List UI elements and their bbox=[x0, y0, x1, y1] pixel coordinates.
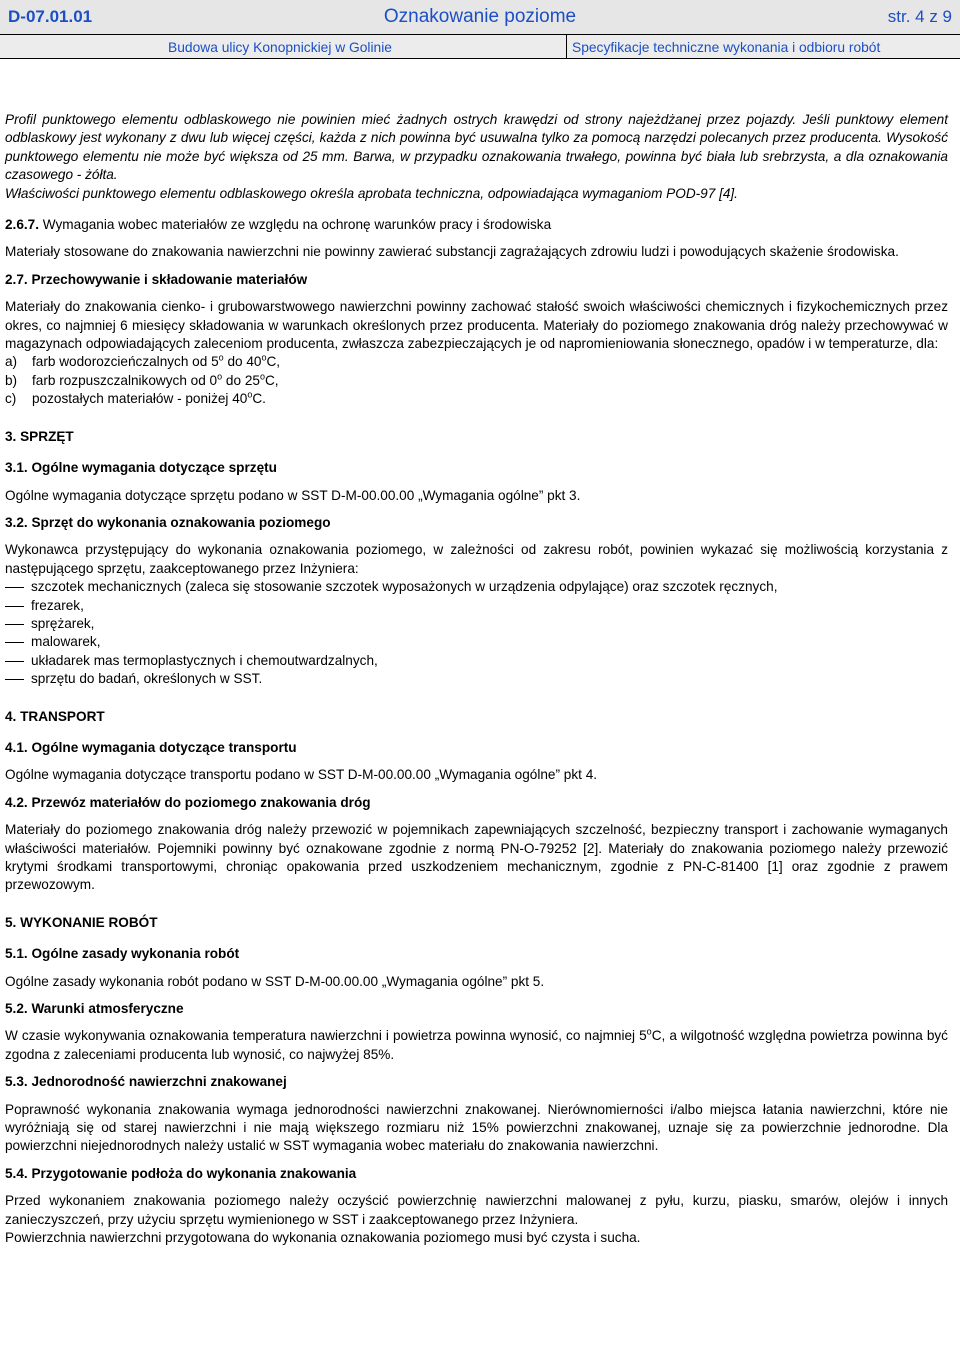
list-item: b) farb rozpuszczalnikowych od 0$^o$ do 25$^o$C, bbox=[5, 371, 279, 388]
list-item: układarek mas termoplastycznych i chemoutwardzalnych, bbox=[5, 652, 948, 670]
document-code: D-07.01.01 bbox=[8, 7, 93, 26]
page-header bbox=[0, 0, 960, 35]
section-5-3-heading: 5.3. Jednorodność nawierzchni znakowanej bbox=[5, 1074, 287, 1090]
list-item: frezarek, bbox=[5, 597, 948, 615]
project-name: Budowa ulicy Konopnickiej w Golinie bbox=[168, 40, 392, 55]
list-item: szczotek mechanicznych (zaleca się stosowanie szczotek wyposażonych w urządzenia odpylające) oraz szczotek ręcznych, bbox=[5, 578, 948, 596]
chapter-5-heading: 5. WYKONANIE ROBÓT bbox=[5, 914, 158, 930]
intro-paragraph: Profil punktowego elementu odblaskowego nie powinien mieć żadnych ostrych krawędzi od strony najeżdżanej przez pojazdy. Jeśli punktowy element odblaskowy jest wykonany z dwu lub więcej części, każda z nich powinna być usuwalna tylko za pomocą narzędzi polecanych przez producenta. Wysokość punktowego elementu nie może być większa od 25 mm. Barwa, w przypadku oznakowania trwałego, powinna być biała lub srebrzysta, a dla oznakowania czasowego - żółta. bbox=[5, 112, 948, 183]
section-number: 2.6.7. bbox=[5, 217, 40, 233]
section-title: Przechowywanie i składowanie materiałów bbox=[31, 271, 308, 287]
section-5-4-text: Przed wykonaniem znakowania poziomego należy oczyścić powierzchnię nawierzchni malowanej z pyłu, kurzu, piasku, smarów, olejów i innych zanieczyszczeń, przy użyciu sprzętu wymienionego w SST i zaakceptowanego przez Inżyniera. bbox=[5, 1193, 948, 1227]
page-number: str. 4 z 9 bbox=[887, 7, 952, 26]
section-3-1-heading: 3.1. Ogólne wymagania dotyczące sprzętu bbox=[5, 460, 277, 476]
equipment-list bbox=[5, 578, 948, 688]
section-5-4-text-2: Powierzchnia nawierzchni przygotowana do wykonania oznakowania poziomego musi być czysta i sucha. bbox=[5, 1230, 641, 1246]
section-5-1-text: Ogólne zasady wykonania robót podano w SST D-M-00.00.00 „Wymagania ogólne” pkt 5. bbox=[5, 973, 545, 989]
section-title: Wymagania wobec materiałów ze względu na ochronę warunków pracy i środowiska bbox=[42, 217, 552, 233]
section-4-2-text: Materiały do poziomego znakowania dróg należy przewozić w pojemnikach zapewniających szczelność, bezpieczny transport i zachowanie wymaganych właściwości materiałów. Pojemniki powinny być oznakowane zgodnie z normą PN-O-79252 [2]. Materiały do znakowania poziomego należy przewozić krytymi środkami transportowymi, chroniąc opakowania przed uszkodzeniem mechanicznym, zgodnie z PN-C-81400 [1] oraz zgodnie z prawem przewozowym. bbox=[5, 822, 948, 893]
intro-paragraph-2: Właściwości punktowego elementu odblaskowego określa aprobata techniczna, odpowiadająca wymaganiom POD-97 [4]. bbox=[5, 185, 738, 201]
list-item: sprzętu do badań, określonych w SST. bbox=[5, 670, 948, 688]
section-2-6-7-heading bbox=[5, 216, 948, 234]
list-item: malowarek, bbox=[5, 633, 948, 651]
document-body bbox=[5, 111, 948, 1248]
section-5-3-text: Poprawność wykonania znakowania wymaga jednorodności nawierzchni znakowanej. Nierównomierności i/albo miejsca łatania nawierzchni, które nie wyróżniają się od starej nawierzchni i nie mają większego rozmiaru niż 15% powierzchni znakowanej, uznaje się za powierzchnie jednorodne. Dla powierzchni niejednorodnych należy ustalić w SST wymagania wobec materiału do znakowania nawierzchni. bbox=[5, 1101, 948, 1154]
list-item: sprężarek, bbox=[5, 615, 948, 633]
chapter-4-heading: 4. TRANSPORT bbox=[5, 708, 105, 724]
section-3-2-heading: 3.2. Sprzęt do wykonania oznakowania poziomego bbox=[5, 514, 331, 530]
chapter-3-heading: 3. SPRZĘT bbox=[5, 428, 74, 444]
section-2-7-heading bbox=[5, 271, 948, 289]
section-5-1-heading: 5.1. Ogólne zasady wykonania robót bbox=[5, 946, 240, 962]
header-divider bbox=[566, 35, 567, 58]
section-4-1-text: Ogólne wymagania dotyczące transportu podano w SST D-M-00.00.00 „Wymagania ogólne” pkt 4. bbox=[5, 767, 598, 783]
section-2-7-text: Materiały do znakowania cienko- i grubowarstwowego nawierzchni powinny zachować stałość swoich właściwości chemicznych i fizykochemicznych przez okres, co najmniej 6 miesięcy składowania w warunkach określonych przez producenta. Materiały do poziomego znakowania dróg należy przechowywać w magazynach odpowiadających zaleceniom producenta, zwłaszcza zabezpieczających je od napromieniowania słonecznego, opadów i w temperaturze, dla: bbox=[5, 299, 948, 352]
temperature-list bbox=[5, 353, 948, 408]
section-4-1-heading: 4.1. Ogólne wymagania dotyczące transportu bbox=[5, 739, 297, 755]
list-item: c) pozostałych materiałów - poniżej 40$^o$C. bbox=[5, 389, 266, 407]
section-5-2-text: W czasie wykonywania oznakowania temperatura nawierzchni i powietrza powinna wynosić, co najmniej 5$^o$C, a wilgotność względna powietrza powinna być zgodna z zaleceniami producenta lub wynosić, co najwyżej 85%. bbox=[5, 1026, 948, 1062]
section-number: 2.7. bbox=[5, 271, 28, 287]
section-3-2-text: Wykonawca przystępujący do wykonania oznakowania poziomego, w zależności od zakresu robót, powinien wykazać się możliwością korzystania z następującego sprzętu, zaakceptowanego przez Inżyniera: bbox=[5, 542, 948, 576]
section-2-6-7-text: Materiały stosowane do znakowania nawierzchni nie powinny zawierać substancji zagrażających zdrowiu ludzi i powodujących skażenie środowiska. bbox=[5, 244, 899, 260]
document-title: Oznakowanie poziome bbox=[383, 6, 577, 27]
list-item: a) farb wodorozcieńczalnych od 5$^o$ do 40$^o$C, bbox=[5, 352, 281, 370]
page-subheader bbox=[0, 35, 960, 59]
section-3-1-text: Ogólne wymagania dotyczące sprzętu podano w SST D-M-00.00.00 „Wymagania ogólne” pkt 3. bbox=[5, 487, 581, 503]
spec-name: Specyfikacje techniczne wykonania i odbioru robót bbox=[572, 40, 881, 55]
section-4-2-heading: 4.2. Przewóz materiałów do poziomego znakowania dróg bbox=[5, 794, 371, 810]
section-5-2-heading: 5.2. Warunki atmosferyczne bbox=[5, 1001, 184, 1017]
section-5-4-heading: 5.4. Przygotowanie podłoża do wykonania znakowania bbox=[5, 1165, 357, 1181]
